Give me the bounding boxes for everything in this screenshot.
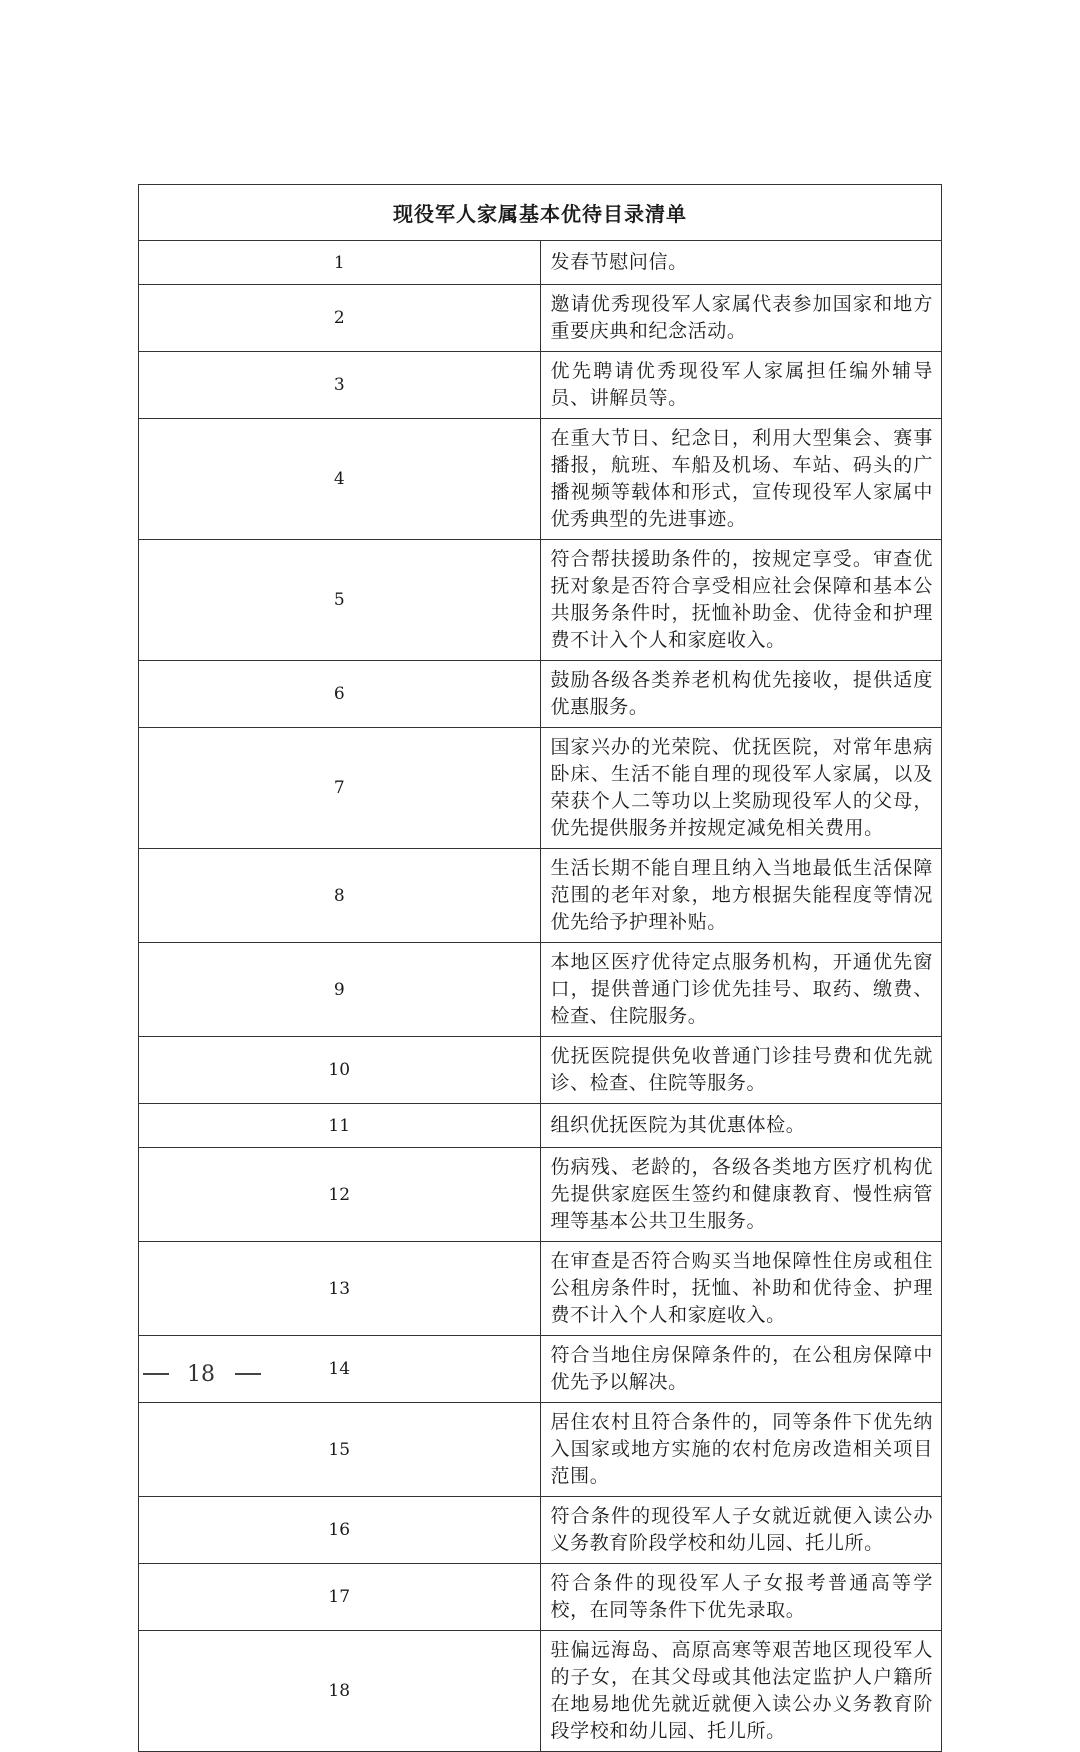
table-row	[139, 661, 942, 728]
row-number: 5	[139, 540, 541, 661]
table-row	[139, 1148, 942, 1242]
row-number: 3	[139, 352, 541, 419]
row-content: 优先聘请优秀现役军人家属担任编外辅导员、讲解员等。	[540, 352, 942, 419]
table-row	[139, 1104, 942, 1148]
row-number: 12	[139, 1148, 541, 1242]
table-row	[139, 540, 942, 661]
row-number: 7	[139, 728, 541, 849]
row-content: 生活长期不能自理且纳入当地最低生活保障范围的老年对象，地方根据失能程度等情况优先给予护理补贴。	[540, 849, 942, 943]
row-content: 居住农村且符合条件的，同等条件下优先纳入国家或地方实施的农村危房改造相关项目范围。	[540, 1403, 942, 1497]
table-row	[139, 1631, 942, 1752]
row-content: 优抚医院提供免收普通门诊挂号费和优先就诊、检查、住院等服务。	[540, 1037, 942, 1104]
row-number: 17	[139, 1564, 541, 1631]
row-content: 本地区医疗优待定点服务机构，开通优先窗口，提供普通门诊优先挂号、取药、缴费、检查、住院服务。	[540, 943, 942, 1037]
row-number: 10	[139, 1037, 541, 1104]
footer-dash-left	[143, 1373, 169, 1375]
row-number: 9	[139, 943, 541, 1037]
row-number: 2	[139, 285, 541, 352]
row-number: 18	[139, 1631, 541, 1752]
table-row	[139, 849, 942, 943]
benefits-table	[138, 184, 942, 1752]
table-title-row	[139, 185, 942, 241]
row-number: 4	[139, 419, 541, 540]
row-number: 11	[139, 1104, 541, 1148]
table-row	[139, 352, 942, 419]
row-number: 1	[139, 241, 541, 285]
row-number: 14	[139, 1336, 541, 1403]
table-row	[139, 241, 942, 285]
table-row	[139, 943, 942, 1037]
table-row	[139, 1497, 942, 1564]
row-content: 鼓励各级各类养老机构优先接收，提供适度优惠服务。	[540, 661, 942, 728]
row-content: 符合帮扶援助条件的，按规定享受。审查优抚对象是否符合享受相应社会保障和基本公共服务条件时，抚恤补助金、优待金和护理费不计入个人和家庭收入。	[540, 540, 942, 661]
row-number: 15	[139, 1403, 541, 1497]
table-row	[139, 285, 942, 352]
row-content: 组织优抚医院为其优惠体检。	[540, 1104, 942, 1148]
row-content: 在审查是否符合购买当地保障性住房或租住公租房条件时，抚恤、补助和优待金、护理费不计入个人和家庭收入。	[540, 1242, 942, 1336]
row-content: 邀请优秀现役军人家属代表参加国家和地方重要庆典和纪念活动。	[540, 285, 942, 352]
row-content: 符合当地住房保障条件的，在公租房保障中优先予以解决。	[540, 1336, 942, 1403]
row-content: 驻偏远海岛、高原高寒等艰苦地区现役军人的子女，在其父母或其他法定监护人户籍所在地易地优先就近就便入读公办义务教育阶段学校和幼儿园、托儿所。	[540, 1631, 942, 1752]
row-number: 6	[139, 661, 541, 728]
row-content: 伤病残、老龄的，各级各类地方医疗机构优先提供家庭医生签约和健康教育、慢性病管理等基本公共卫生服务。	[540, 1148, 942, 1242]
table-row	[139, 1037, 942, 1104]
table-row	[139, 419, 942, 540]
table-row	[139, 1242, 942, 1336]
table-row	[139, 1403, 942, 1497]
row-content: 国家兴办的光荣院、优抚医院，对常年患病卧床、生活不能自理的现役军人家属，以及荣获个人二等功以上奖励现役军人的父母，优先提供服务并按规定减免相关费用。	[540, 728, 942, 849]
page-footer	[143, 1358, 261, 1390]
page-number: 18	[187, 1361, 215, 1387]
row-content: 在重大节日、纪念日，利用大型集会、赛事播报，航班、车船及机场、车站、码头的广播视频等载体和形式，宣传现役军人家属中优秀典型的先进事迹。	[540, 419, 942, 540]
footer-dash-right	[235, 1373, 261, 1375]
row-number: 8	[139, 849, 541, 943]
table-row	[139, 1564, 942, 1631]
row-content: 发春节慰问信。	[540, 241, 942, 285]
table-row	[139, 728, 942, 849]
table-title: 现役军人家属基本优待目录清单	[139, 185, 942, 241]
row-number: 13	[139, 1242, 541, 1336]
row-number: 16	[139, 1497, 541, 1564]
row-content: 符合条件的现役军人子女报考普通高等学校，在同等条件下优先录取。	[540, 1564, 942, 1631]
row-content: 符合条件的现役军人子女就近就便入读公办义务教育阶段学校和幼儿园、托儿所。	[540, 1497, 942, 1564]
